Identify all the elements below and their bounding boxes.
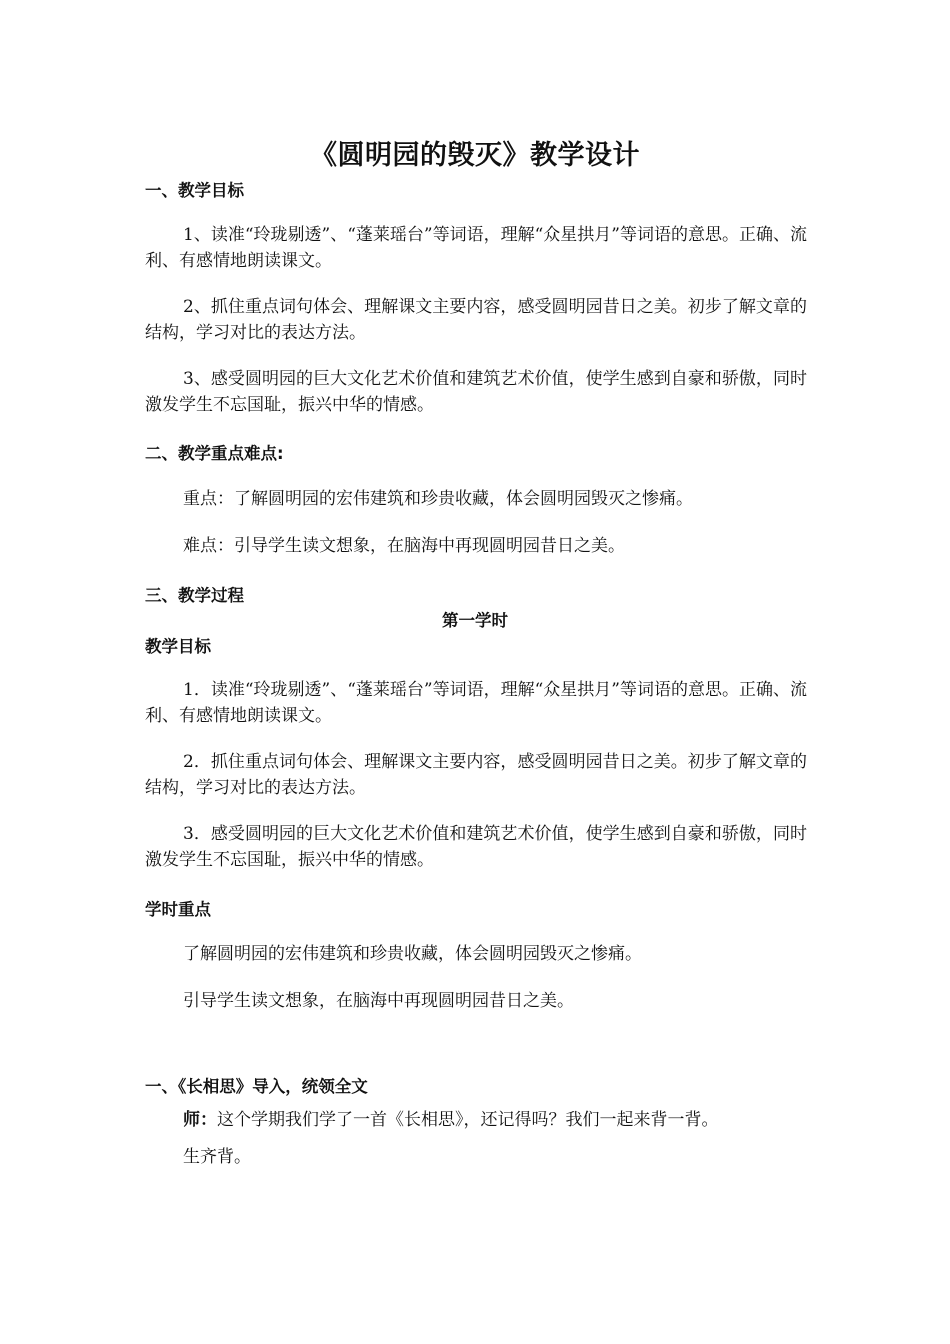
document-title: 《圆明园的毁灭》教学设计 [310,140,640,171]
goal-paragraph-2: 2、抓住重点词句体会、理解课文主要内容，感受圆明园昔日之美。初步了解文章的结构，学习对比的表达方法。 [145,297,807,343]
focus-paragraph-2: 引导学生读文想象，在脑海中再现圆明园昔日之美。 [183,991,574,1011]
goal-paragraph-3: 3、感受圆明园的巨大文化艺术价值和建筑艺术价值，使学生感到自豪和骄傲，同时激发学生不忘国耻，振兴中华的情感。 [145,369,807,415]
subheading-lesson-focus: 学时重点 [145,900,211,919]
teacher-label: 师： [183,1110,217,1130]
student-line: 生齐背。 [183,1147,251,1167]
teacher-line-text: 这个学期我们学了一首《长相思》，还记得吗？我们一起来背一背。 [217,1110,719,1130]
difficult-point-paragraph: 难点：引导学生读文想象，在脑海中再现圆明园昔日之美。 [183,536,625,556]
step-heading-intro: 一、《长相思》导入，统领全文 [145,1077,368,1096]
lesson-goal-paragraph-1: 1．读准“玲珑剔透”、“蓬莱瑶台”等词语，理解“众星拱月”等词语的意思。正确、流利、有感情地朗读课文。 [145,680,807,726]
focus-paragraph-1: 了解圆明园的宏伟建筑和珍贵收藏，体会圆明园毁灭之惨痛。 [183,944,642,964]
section-heading-key-points: 二、教学重点难点: [145,444,284,463]
lesson-goal-paragraph-2: 2．抓住重点词句体会、理解课文主要内容，感受圆明园昔日之美。初步了解文章的结构，学习对比的表达方法。 [145,752,807,798]
subheading-lesson-goals: 教学目标 [145,637,211,656]
teacher-line [183,1107,719,1133]
section-heading-process: 三、教学过程 [145,586,244,605]
section-heading-goals: 一、教学目标 [145,181,244,200]
goal-paragraph-1: 1、读准“玲珑剔透”、“蓬莱瑶台”等词语，理解“众星拱月”等词语的意思。正确、流利、有感情地朗读课文。 [145,225,807,271]
lesson-goal-paragraph-3: 3．感受圆明园的巨大文化艺术价值和建筑艺术价值，使学生感到自豪和骄傲，同时激发学生不忘国耻，振兴中华的情感。 [145,824,807,870]
key-point-paragraph: 重点：了解圆明园的宏伟建筑和珍贵收藏，体会圆明园毁灭之惨痛。 [183,489,693,509]
lesson-heading: 第一学时 [442,611,508,630]
